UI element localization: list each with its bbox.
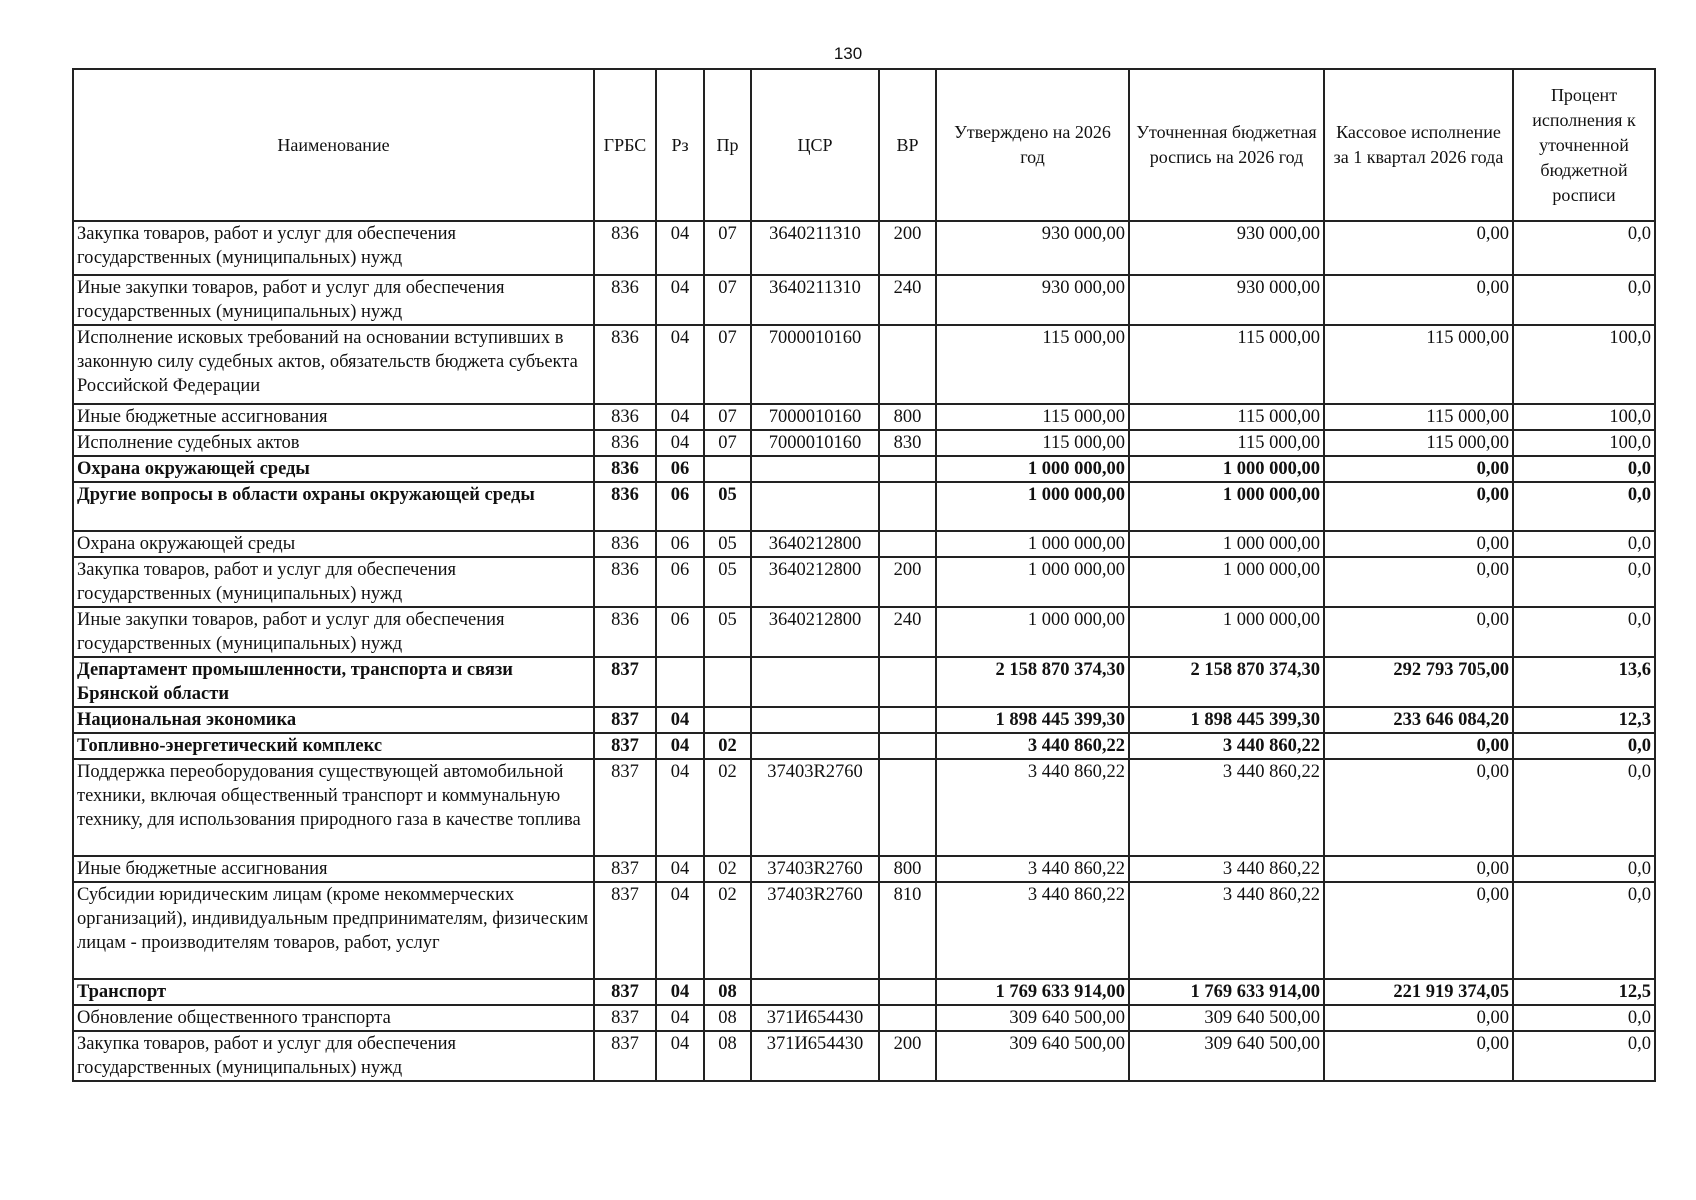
- cell-cash: 0,00: [1324, 759, 1513, 856]
- cell-percent: 0,0: [1513, 759, 1655, 856]
- cell-grbs: 836: [594, 557, 656, 607]
- cell-rz: 06: [656, 531, 704, 557]
- cell-approved: 3 440 860,22: [936, 733, 1129, 759]
- cell-approved: 1 898 445 399,30: [936, 707, 1129, 733]
- cell-csr: [751, 979, 879, 1005]
- cell-vr: 800: [879, 404, 936, 430]
- cell-approved: 1 000 000,00: [936, 482, 1129, 531]
- cell-percent: 12,3: [1513, 707, 1655, 733]
- cell-pr: [704, 456, 751, 482]
- cell-approved: 115 000,00: [936, 430, 1129, 456]
- cell-percent: 12,5: [1513, 979, 1655, 1005]
- cell-grbs: 836: [594, 430, 656, 456]
- table-row: [73, 557, 1655, 607]
- table-row: [73, 531, 1655, 557]
- cell-rz: 04: [656, 325, 704, 404]
- cell-refined: 1 000 000,00: [1129, 482, 1324, 531]
- cell-cash: 221 919 374,05: [1324, 979, 1513, 1005]
- cell-grbs: 837: [594, 1005, 656, 1031]
- cell-csr: 3640212800: [751, 557, 879, 607]
- cell-approved: 1 000 000,00: [936, 607, 1129, 657]
- cell-name: Закупка товаров, работ и услуг для обеспечения государственных (муниципальных) нужд: [73, 557, 594, 607]
- table-header-row: [73, 69, 1655, 221]
- header-vr: ВР: [879, 69, 936, 221]
- cell-cash: 0,00: [1324, 607, 1513, 657]
- cell-rz: 04: [656, 856, 704, 882]
- cell-name: Охрана окружающей среды: [73, 531, 594, 557]
- cell-rz: 04: [656, 275, 704, 325]
- cell-grbs: 836: [594, 221, 656, 275]
- cell-name: Транспорт: [73, 979, 594, 1005]
- header-percent: Процент исполнения к уточненной бюджетной росписи: [1513, 69, 1655, 221]
- cell-refined: 309 640 500,00: [1129, 1031, 1324, 1081]
- header-approved: Утверждено на 2026 год: [936, 69, 1129, 221]
- cell-approved: 115 000,00: [936, 325, 1129, 404]
- cell-percent: 0,0: [1513, 1031, 1655, 1081]
- cell-csr: 371И654430: [751, 1005, 879, 1031]
- cell-pr: 02: [704, 759, 751, 856]
- cell-rz: 04: [656, 404, 704, 430]
- cell-name: Поддержка переоборудования существующей автомобильной техники, включая общественный транспорт и коммунальную технику, для использования природного газа в качестве топлива: [73, 759, 594, 856]
- cell-refined: 115 000,00: [1129, 325, 1324, 404]
- cell-pr: 05: [704, 607, 751, 657]
- cell-refined: 3 440 860,22: [1129, 856, 1324, 882]
- cell-percent: 0,0: [1513, 856, 1655, 882]
- cell-rz: 06: [656, 607, 704, 657]
- cell-cash: 0,00: [1324, 1005, 1513, 1031]
- cell-rz: 04: [656, 707, 704, 733]
- table-row: [73, 325, 1655, 404]
- cell-rz: [656, 657, 704, 707]
- cell-name: Другие вопросы в области охраны окружающей среды: [73, 482, 594, 531]
- cell-cash: 0,00: [1324, 275, 1513, 325]
- cell-rz: 04: [656, 979, 704, 1005]
- cell-approved: 3 440 860,22: [936, 759, 1129, 856]
- cell-grbs: 837: [594, 759, 656, 856]
- cell-pr: 05: [704, 482, 751, 531]
- cell-cash: 0,00: [1324, 531, 1513, 557]
- table-row: [73, 657, 1655, 707]
- cell-vr: [879, 325, 936, 404]
- cell-approved: 930 000,00: [936, 221, 1129, 275]
- cell-name: Закупка товаров, работ и услуг для обеспечения государственных (муниципальных) нужд: [73, 1031, 594, 1081]
- cell-grbs: 837: [594, 856, 656, 882]
- cell-approved: 3 440 860,22: [936, 882, 1129, 979]
- cell-cash: 0,00: [1324, 856, 1513, 882]
- cell-approved: 3 440 860,22: [936, 856, 1129, 882]
- cell-approved: 309 640 500,00: [936, 1005, 1129, 1031]
- cell-pr: 05: [704, 557, 751, 607]
- cell-name: Закупка товаров, работ и услуг для обеспечения государственных (муниципальных) нужд: [73, 221, 594, 275]
- cell-csr: [751, 657, 879, 707]
- table-row: [73, 707, 1655, 733]
- cell-name: Департамент промышленности, транспорта и связи Брянской области: [73, 657, 594, 707]
- cell-cash: 115 000,00: [1324, 430, 1513, 456]
- table-row: [73, 882, 1655, 979]
- cell-pr: 07: [704, 325, 751, 404]
- cell-name: Исполнение исковых требований на основании вступивших в законную силу судебных актов, обязательств бюджета субъекта Российской Федерации: [73, 325, 594, 404]
- cell-cash: 233 646 084,20: [1324, 707, 1513, 733]
- cell-vr: 200: [879, 221, 936, 275]
- cell-rz: 06: [656, 557, 704, 607]
- table-row: [73, 856, 1655, 882]
- cell-vr: [879, 657, 936, 707]
- cell-rz: 04: [656, 1031, 704, 1081]
- cell-pr: 07: [704, 404, 751, 430]
- header-refined: Уточненная бюджетная роспись на 2026 год: [1129, 69, 1324, 221]
- cell-rz: 06: [656, 482, 704, 531]
- cell-approved: 309 640 500,00: [936, 1031, 1129, 1081]
- cell-pr: 08: [704, 979, 751, 1005]
- cell-refined: 115 000,00: [1129, 430, 1324, 456]
- cell-name: Национальная экономика: [73, 707, 594, 733]
- cell-name: Охрана окружающей среды: [73, 456, 594, 482]
- cell-grbs: 836: [594, 607, 656, 657]
- cell-cash: 115 000,00: [1324, 325, 1513, 404]
- cell-csr: [751, 456, 879, 482]
- cell-csr: 3640212800: [751, 607, 879, 657]
- cell-vr: [879, 531, 936, 557]
- table-row: [73, 607, 1655, 657]
- cell-vr: [879, 979, 936, 1005]
- cell-pr: 08: [704, 1031, 751, 1081]
- cell-name: Иные бюджетные ассигнования: [73, 404, 594, 430]
- cell-refined: 1 000 000,00: [1129, 557, 1324, 607]
- cell-percent: 0,0: [1513, 557, 1655, 607]
- cell-approved: 1 000 000,00: [936, 557, 1129, 607]
- cell-approved: 2 158 870 374,30: [936, 657, 1129, 707]
- cell-pr: 07: [704, 275, 751, 325]
- table-row: [73, 1031, 1655, 1081]
- cell-percent: 0,0: [1513, 456, 1655, 482]
- cell-rz: 04: [656, 430, 704, 456]
- cell-csr: 3640212800: [751, 531, 879, 557]
- cell-csr: 3640211310: [751, 221, 879, 275]
- cell-csr: 37403R2760: [751, 759, 879, 856]
- cell-grbs: 836: [594, 325, 656, 404]
- cell-approved: 1 000 000,00: [936, 456, 1129, 482]
- cell-rz: 04: [656, 221, 704, 275]
- cell-name: Иные закупки товаров, работ и услуг для обеспечения государственных (муниципальных) нужд: [73, 275, 594, 325]
- cell-csr: 37403R2760: [751, 882, 879, 979]
- cell-pr: 05: [704, 531, 751, 557]
- cell-name: Субсидии юридическим лицам (кроме некоммерческих организаций), индивидуальным предпринимателям, физическим лицам - производителям товаров, работ, услуг: [73, 882, 594, 979]
- cell-percent: 0,0: [1513, 1005, 1655, 1031]
- table-row: [73, 979, 1655, 1005]
- cell-csr: [751, 733, 879, 759]
- cell-name: Иные закупки товаров, работ и услуг для обеспечения государственных (муниципальных) нужд: [73, 607, 594, 657]
- table-row: [73, 404, 1655, 430]
- cell-name: Топливно-энергетический комплекс: [73, 733, 594, 759]
- cell-cash: 0,00: [1324, 456, 1513, 482]
- cell-cash: 0,00: [1324, 557, 1513, 607]
- cell-grbs: 836: [594, 482, 656, 531]
- cell-approved: 930 000,00: [936, 275, 1129, 325]
- table-row: [73, 759, 1655, 856]
- cell-refined: 1 769 633 914,00: [1129, 979, 1324, 1005]
- cell-vr: [879, 1005, 936, 1031]
- cell-vr: [879, 456, 936, 482]
- cell-vr: 800: [879, 856, 936, 882]
- cell-approved: 1 769 633 914,00: [936, 979, 1129, 1005]
- table-row: [73, 1005, 1655, 1031]
- cell-pr: 07: [704, 430, 751, 456]
- cell-percent: 0,0: [1513, 531, 1655, 557]
- cell-csr: [751, 482, 879, 531]
- table-row: [73, 275, 1655, 325]
- table-row: [73, 221, 1655, 275]
- cell-pr: 02: [704, 856, 751, 882]
- cell-csr: 37403R2760: [751, 856, 879, 882]
- cell-refined: 930 000,00: [1129, 275, 1324, 325]
- header-pr: Пр: [704, 69, 751, 221]
- cell-grbs: 837: [594, 657, 656, 707]
- cell-percent: 100,0: [1513, 430, 1655, 456]
- cell-vr: 830: [879, 430, 936, 456]
- cell-refined: 1 000 000,00: [1129, 607, 1324, 657]
- cell-vr: 240: [879, 275, 936, 325]
- cell-percent: 100,0: [1513, 404, 1655, 430]
- cell-pr: 02: [704, 733, 751, 759]
- cell-csr: [751, 707, 879, 733]
- cell-name: Иные бюджетные ассигнования: [73, 856, 594, 882]
- cell-refined: 930 000,00: [1129, 221, 1324, 275]
- cell-cash: 292 793 705,00: [1324, 657, 1513, 707]
- cell-percent: 0,0: [1513, 607, 1655, 657]
- cell-vr: 240: [879, 607, 936, 657]
- cell-csr: 7000010160: [751, 404, 879, 430]
- cell-name: Обновление общественного транспорта: [73, 1005, 594, 1031]
- cell-vr: 200: [879, 1031, 936, 1081]
- table-row: [73, 733, 1655, 759]
- cell-pr: 08: [704, 1005, 751, 1031]
- table-row: [73, 430, 1655, 456]
- cell-vr: [879, 733, 936, 759]
- cell-refined: 3 440 860,22: [1129, 882, 1324, 979]
- cell-percent: 0,0: [1513, 733, 1655, 759]
- header-grbs: ГРБС: [594, 69, 656, 221]
- cell-pr: 07: [704, 221, 751, 275]
- cell-grbs: 837: [594, 733, 656, 759]
- cell-cash: 0,00: [1324, 1031, 1513, 1081]
- cell-csr: 3640211310: [751, 275, 879, 325]
- cell-rz: 04: [656, 733, 704, 759]
- cell-cash: 0,00: [1324, 482, 1513, 531]
- cell-refined: 2 158 870 374,30: [1129, 657, 1324, 707]
- cell-vr: 810: [879, 882, 936, 979]
- table-row: [73, 456, 1655, 482]
- cell-rz: 04: [656, 759, 704, 856]
- header-csr: ЦСР: [751, 69, 879, 221]
- cell-percent: 13,6: [1513, 657, 1655, 707]
- header-rz: Рз: [656, 69, 704, 221]
- cell-pr: [704, 707, 751, 733]
- cell-cash: 0,00: [1324, 882, 1513, 979]
- cell-refined: 115 000,00: [1129, 404, 1324, 430]
- cell-refined: 1 000 000,00: [1129, 456, 1324, 482]
- cell-cash: 115 000,00: [1324, 404, 1513, 430]
- cell-grbs: 837: [594, 979, 656, 1005]
- cell-approved: 115 000,00: [936, 404, 1129, 430]
- cell-vr: [879, 759, 936, 856]
- page-number: 130: [833, 44, 863, 63]
- table-row: [73, 482, 1655, 531]
- cell-csr: 7000010160: [751, 325, 879, 404]
- cell-grbs: 836: [594, 456, 656, 482]
- cell-name: Исполнение судебных актов: [73, 430, 594, 456]
- cell-refined: 309 640 500,00: [1129, 1005, 1324, 1031]
- cell-rz: 04: [656, 1005, 704, 1031]
- cell-percent: 0,0: [1513, 221, 1655, 275]
- header-name: Наименование: [73, 69, 594, 221]
- cell-vr: 200: [879, 557, 936, 607]
- cell-vr: [879, 482, 936, 531]
- cell-rz: 04: [656, 882, 704, 979]
- cell-percent: 0,0: [1513, 882, 1655, 979]
- cell-cash: 0,00: [1324, 221, 1513, 275]
- cell-refined: 3 440 860,22: [1129, 733, 1324, 759]
- cell-refined: 1 000 000,00: [1129, 531, 1324, 557]
- budget-table: [72, 68, 1656, 1082]
- cell-percent: 100,0: [1513, 325, 1655, 404]
- cell-pr: [704, 657, 751, 707]
- cell-grbs: 836: [594, 404, 656, 430]
- cell-percent: 0,0: [1513, 482, 1655, 531]
- cell-cash: 0,00: [1324, 733, 1513, 759]
- cell-vr: [879, 707, 936, 733]
- cell-grbs: 837: [594, 707, 656, 733]
- cell-csr: 371И654430: [751, 1031, 879, 1081]
- cell-refined: 3 440 860,22: [1129, 759, 1324, 856]
- cell-grbs: 837: [594, 882, 656, 979]
- cell-approved: 1 000 000,00: [936, 531, 1129, 557]
- cell-grbs: 836: [594, 275, 656, 325]
- cell-grbs: 836: [594, 531, 656, 557]
- cell-grbs: 837: [594, 1031, 656, 1081]
- cell-refined: 1 898 445 399,30: [1129, 707, 1324, 733]
- header-cash: Кассовое исполнение за 1 квартал 2026 года: [1324, 69, 1513, 221]
- cell-pr: 02: [704, 882, 751, 979]
- cell-rz: 06: [656, 456, 704, 482]
- cell-csr: 7000010160: [751, 430, 879, 456]
- cell-percent: 0,0: [1513, 275, 1655, 325]
